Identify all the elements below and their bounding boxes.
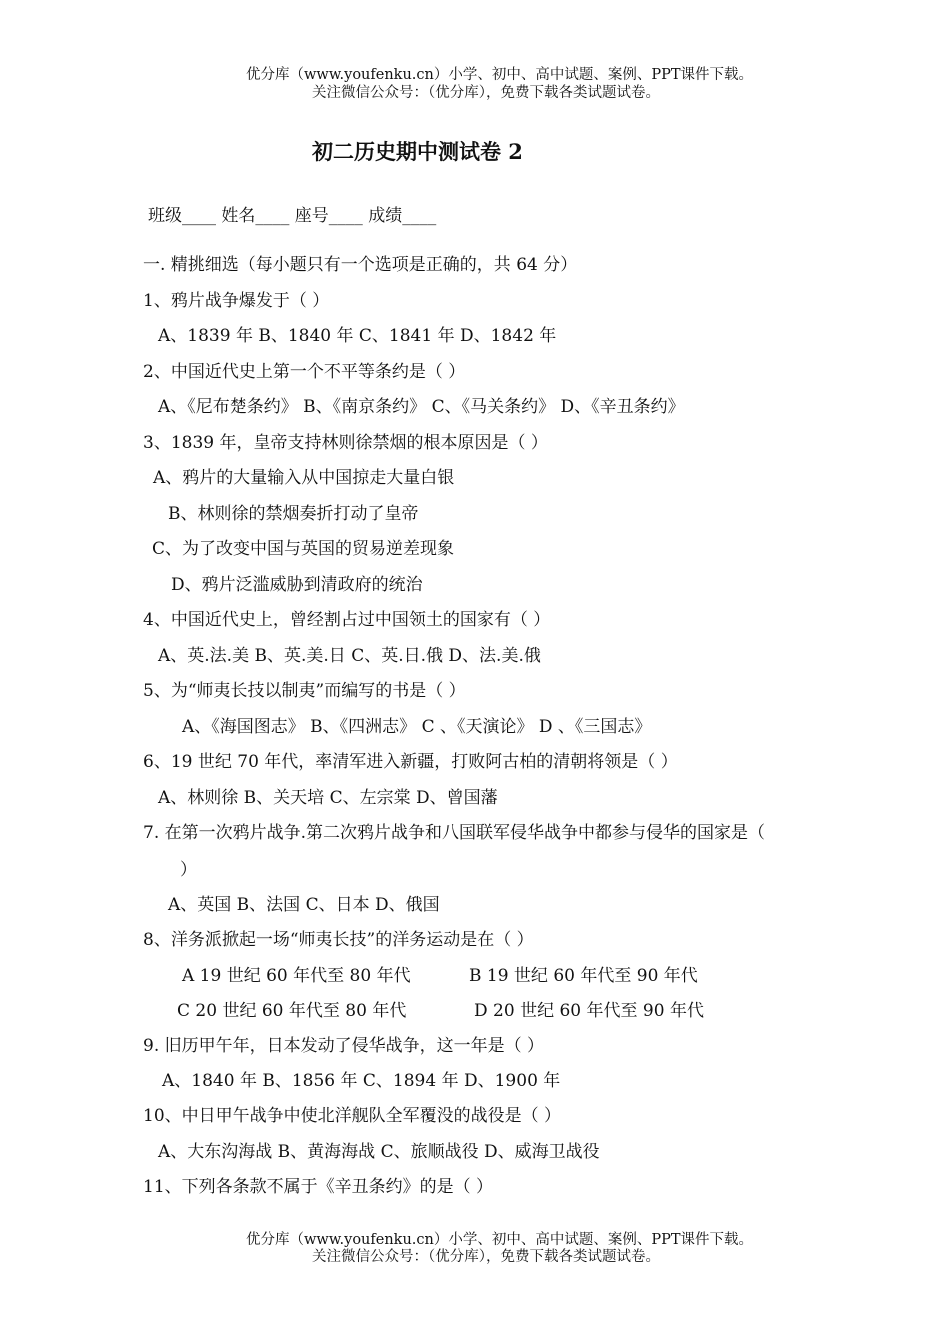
question-11: 11、下列各条款不属于《辛丑条约》的是（ ） — [143, 1177, 494, 1197]
question-3-option-a: A、鸦片的大量输入从中国掠走大量白银 — [153, 468, 455, 488]
question-1-options: A、1839 年 B、1840 年 C、1841 年 D、1842 年 — [158, 326, 557, 346]
question-6-options: A、林则徐 B、关天培 C、左宗棠 D、曾国藩 — [158, 788, 498, 808]
question-9-options: A、1840 年 B、1856 年 C、1894 年 D、1900 年 — [162, 1071, 561, 1091]
question-4: 4、中国近代史上，曾经割占过中国领土的国家有（ ） — [143, 610, 551, 630]
question-10: 10、中日甲午战争中使北洋舰队全军覆没的战役是（ ） — [143, 1106, 562, 1126]
question-7-options: A、英国 B、法国 C、日本 D、俄国 — [168, 895, 440, 915]
page-header-line-2: 关注微信公众号：（优分库），免费下载各类试题试卷。 — [312, 85, 660, 101]
question-4-options: A、英.法.美 B、英.美.日 C、英.日.俄 D、法.美.俄 — [158, 646, 541, 666]
question-5-options: A、《海国图志》 B、《四洲志》 C 、《天演论》 D 、《三国志》 — [182, 717, 652, 737]
question-5: 5、为“师夷长技以制夷”而编写的书是（ ） — [143, 681, 466, 701]
question-3: 3、1839 年，皇帝支持林则徐禁烟的根本原因是（ ） — [143, 433, 548, 453]
page-footer-line-1: 优分库（www.youfenku.cn）小学、初中、高中试题、案例、PPT课件下载。 — [246, 1232, 754, 1248]
question-8-option-a: A 19 世纪 60 年代至 80 年代 — [182, 966, 411, 986]
question-2: 2、中国近代史上第一个不平等条约是（ ） — [143, 362, 466, 382]
page-footer-line-2: 关注微信公众号：（优分库），免费下载各类试题试卷。 — [312, 1249, 660, 1265]
question-8: 8、洋务派掀起一场“师夷长技”的洋务运动是在（ ） — [143, 930, 534, 950]
page-header-line-1: 优分库（www.youfenku.cn）小学、初中、高中试题、案例、PPT课件下载。 — [246, 67, 754, 83]
question-7-continuation: ） — [180, 860, 197, 880]
question-10-options: A、大东沟海战 B、黄海海战 C、旅顺战役 D、威海卫战役 — [158, 1142, 600, 1162]
question-8-option-b: B 19 世纪 60 年代至 90 年代 — [469, 966, 698, 986]
student-info-line: 班级____ 姓名____ 座号____ 成绩____ — [148, 206, 437, 226]
question-3-option-c: C、为了改变中国与英国的贸易逆差现象 — [152, 539, 455, 559]
page-title: 初二历史期中测试卷 2 — [312, 139, 523, 164]
question-9: 9. 旧历甲午年，日本发动了侵华战争，这一年是（ ） — [143, 1036, 545, 1056]
section-heading: 一. 精挑细选（每小题只有一个选项是正确的，共 64 分） — [143, 255, 578, 275]
question-7: 7. 在第一次鸦片战争.第二次鸦片战争和八国联军侵华战争中都参与侵华的国家是（ — [143, 823, 766, 843]
question-1: 1、鸦片战争爆发于（ ） — [143, 291, 330, 311]
question-8-option-c: C 20 世纪 60 年代至 80 年代 — [177, 1001, 407, 1021]
question-8-option-d: D 20 世纪 60 年代至 90 年代 — [474, 1001, 704, 1021]
question-6: 6、19 世纪 70 年代，率清军进入新疆，打败阿古柏的清朝将领是（ ） — [143, 752, 678, 772]
question-3-option-d: D、鸦片泛滥威胁到清政府的统治 — [171, 575, 423, 595]
question-3-option-b: B、林则徐的禁烟奏折打动了皇帝 — [168, 504, 419, 524]
question-2-options: A、《尼布楚条约》 B、《南京条约》 C、《马关条约》 D、《辛丑条约》 — [158, 397, 685, 417]
